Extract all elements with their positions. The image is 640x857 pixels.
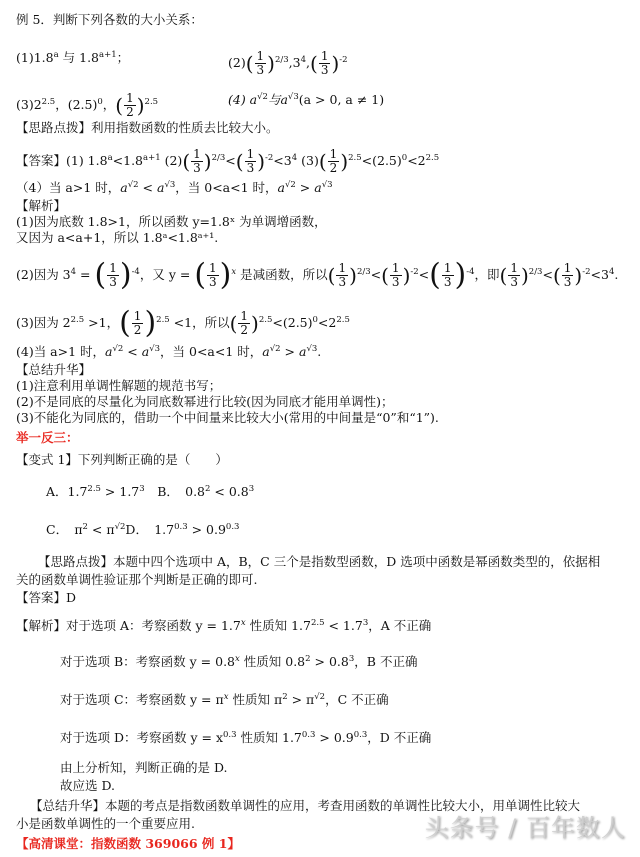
variant-analysis-d: 对于选项 D：考察函数 $y = x^{0.3}$ 性质知 $1.7^{0.3} > 0.9^{0.3}$，D 不正确 (60, 729, 432, 745)
hd-class-note: 【高清课堂：指数函数 369066 例 1】 (16, 836, 240, 851)
option-c-d: C． $\pi^2 < \pi^{√2}D$． $1.7^{0.3} > 0.9^{0.3}$ (46, 521, 240, 537)
variant-summary-1: 【总结升华】本题的考点是指数函数单调性的应用，考查用函数的单调性比较大小，用单调性比较大 (30, 798, 581, 813)
analysis-2: (2)因为 $3^4$ = ( $\frac{1}{3}$ )$^{-4}$，又 y = ( $\frac{1}{3}$ )$^x$ 是减函数，所以( $\frac{1}{3}$ )$^{2/3}$<( $\frac{1}{3}$ )$^{-2}$<( $\frac{1}{3}$ )$^{-4}$，即( $\frac{1}{3}$ )$^{2/3}$<( $\frac{1}{3}$ )$^{-2}<3^4$. (16, 257, 619, 293)
problem-3: $(3)2^{2.5}$，$(2.5)^0$，( $\frac{1}{2}$ )$^{2.5}$ (16, 91, 159, 119)
summary-heading: 【总结升华】 (16, 362, 92, 377)
summary-1: (1)注意利用单调性解题的规范书写； (16, 378, 222, 393)
variant-summary-2: 小是函数单调性的一个重要应用. (16, 816, 195, 831)
variant-hint-1: 【思路点拨】本题中四个选项中 A，B，C 三个是指数型函数，D 选项中函数是幂函数类型的，依据相 (38, 554, 601, 569)
watermark: 头条号 / 百年数人 (424, 814, 626, 842)
summary-3: (3)不能化为同底的，借助一个中间量来比较大小(常用的中间量是“0”和“1”). (16, 410, 439, 425)
variant-hint-2: 关的函数单调性验证那个判断是正确的即可. (16, 572, 258, 587)
analysis-heading: 【解析】 (16, 198, 67, 213)
variant-analysis-a: 【解析】对于选项 A：考察函数 $y = 1.7^x$ 性质知 $1.7^{2.5} < 1.7^3$，A 不正确 (16, 617, 432, 633)
example-title: 例 5．判断下列各数的大小关系： (16, 12, 203, 27)
hint: 【思路点拨】利用指数函数的性质去比较大小。 (16, 120, 279, 135)
problem-4: (4) $a^{√2}$与$a^{√3}(a > 0$, a ≠ 1) (228, 91, 385, 107)
analysis-3: (3)因为 $2^{2.5} >1$，( $\frac{1}{2}$ )$^{2.5}$ <1，所以( $\frac{1}{2}$ )$^{2.5}<(2.5)^0<2^{2.5}$ (16, 305, 350, 341)
practice-heading: 举一反三： (16, 430, 79, 445)
answer: 【答案】(1) $1.8^a<1.8^{a+1}$ (2)( $\frac{1}{3}$ )$^{2/3}$<( $\frac{1}{3}$ )$^{-2}<3^4$ (3)( $\frac{1}{2}$ )$^{2.5}<(2.5)^0<2^{2.5}$ (16, 147, 440, 175)
variant-question: 【变式 1】下列判断正确的是（ ） (16, 452, 228, 467)
option-a-b: A．$1.7^{2.5} > 1.7^3$ B． $0.8^2 < 0.8^3$ (46, 483, 255, 499)
variant-analysis-b: 对于选项 B：考察函数 $y = 0.8^x$ 性质知 $0.8^2 > 0.8^3$，B 不正确 (60, 653, 418, 669)
problem-2: (2)( $\frac{1}{3}$ )$^{2/3},3^4$,( $\frac{1}{3}$ )$^{-2}$ (228, 49, 348, 77)
variant-choice: 故应选 D. (60, 778, 116, 793)
analysis-4: (4)当 a>1 时，$a^{√2} < a^{√3}$，当 0<a<1 时，$a^{√2} > a^{√3}$. (16, 343, 322, 359)
summary-2: (2)不是同底的尽量化为同底数幂进行比较(因为同底才能用单调性)； (16, 394, 394, 409)
analysis-1a: (1)因为底数 1.8>1，所以函数 y=1.8ˣ 为单调增函数， (16, 214, 327, 229)
problem-1: (1)1.8$^a$ 与 $1.8^{a+1}$； (16, 49, 130, 65)
variant-answer: 【答案】D (16, 590, 77, 605)
analysis-1b: 又因为 a<a+1，所以 1.8ᵃ<1.8ᵃ⁺¹. (16, 230, 219, 245)
variant-conclusion: 由上分析知，判断正确的是 D. (60, 760, 228, 775)
variant-analysis-c: 对于选项 C：考察函数 $y = \pi^x$ 性质知 $\pi^2 > \pi^{√2}$，C 不正确 (60, 691, 389, 707)
answer-4: （4）当 a>1 时，$a^{√2} < a^{√3}$，当 0<a<1 时，$a^{√2} > a^{√3}$ (16, 179, 333, 195)
